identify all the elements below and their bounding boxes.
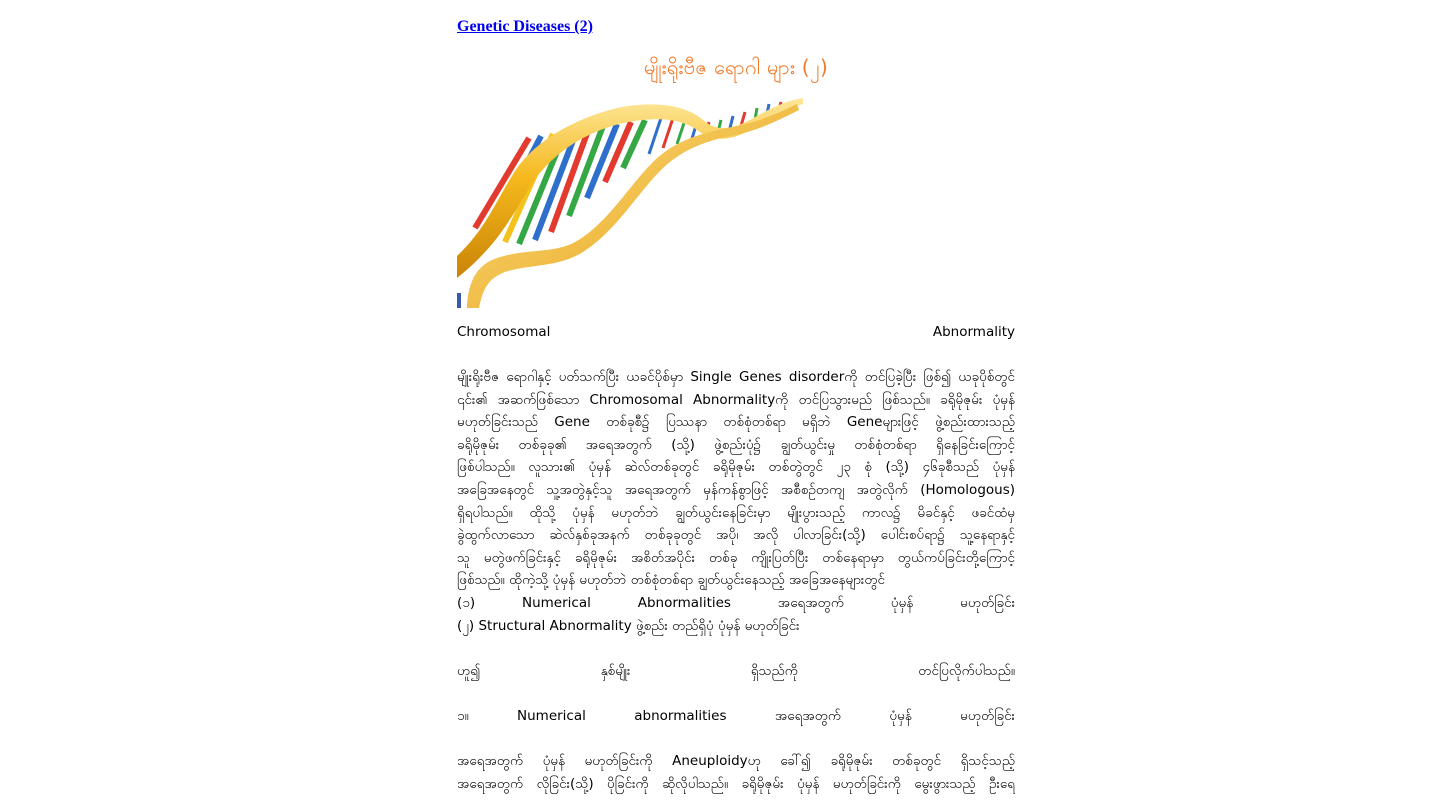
numerical-abnormalities-subheading: ၁။ Numerical abnormalities အရေအတွက် ပုံမှန် မဟုတ်ခြင်း <box>457 708 1015 724</box>
paragraph-line: သူ မတွဲဖက်ခြင်းနှင့် ခရိုမိုဇုမ်း အစိတ်အပိုင်း တစ်ခု ကျိုးပြတ်ပြီး တစ်နေရာမှာ တွယ်ကပ်ခြင်းတို့ကြောင့် <box>457 550 1015 566</box>
article-headline: မျိုးရိုးဗီဇ ရောဂါ များ (၂) <box>643 55 829 79</box>
paragraph-line: အရေအတွက် ပုံမှန် မဟုတ်ခြင်းကို Aneuploidyဟု ခေါ်၍ ခရိုမိုဇုမ်း တစ်ခုတွင် ရှိသင့်သည့် <box>457 753 1015 769</box>
paragraph-line: ဖြစ်ပါသည်။ လူသား၏ ပုံမှန် ဆဲလ်တစ်ခုတွင် ခရိုမိုဇုမ်း တစ်တွဲတွင် ၂၃ စုံ (သို့) ၄၆ခုစီသည် ပုံမှန် <box>457 459 1015 475</box>
section-heading <box>457 321 1015 344</box>
summary-line: ဟူ၍ နှစ်မျိုး ရှိသည်ကို တင်ပြလိုက်ပါသည်။ <box>457 663 1015 679</box>
paragraph-line: မျိုးရိုးဗီဇ ရောဂါနှင့် ပတ်သက်ပြီး ယခင်ပိုစ်မှာ Single Genes disorderကို တင်ပြခဲ့ပြီး ဖြစ်၍ ယခုပိုစ်တွင် <box>457 369 1015 385</box>
paragraph-line: ၎င်း၏ အဆက်ဖြစ်သော Chromosomal Abnormalityကို တင်ပြသွားမည် ဖြစ်သည်။ ခရိုမိုဇုမ်း ပုံမှန် <box>457 392 1015 408</box>
section-heading-right: Abnormality <box>932 324 1015 340</box>
paragraph-line: ဖြစ်သည်။ ထိုကဲ့သို့ ပုံမှန် မဟုတ်ဘဲ တစ်စုံတစ်ရာ ချွတ်ယွင်းနေသည့် အခြေအနေများတွင် <box>457 572 885 588</box>
paragraph-line: ခရိုမိုဇုမ်း တစ်ခုခု၏ အရေအတွက် (သို့) ဖွဲ့စည်းပုံ၌ ချွတ်ယွင်းမှု တစ်စုံတစ်ရာ ရှိနေခြင်းကြောင့် <box>457 437 1015 453</box>
paragraph-line: အခြေအနေတွင် သူ့အတွဲနှင့်သူ အရေအတွက် မှန်ကန်စွာဖြင့် အစီစဉ်တကျ အတွဲလိုက် (Homologous) <box>457 482 1015 498</box>
paragraph-line: ရှိရပါသည်။ ထိုသို့ ပုံမှန် မဟုတ်ဘဲ ချွတ်ယွင်းနေခြင်းမှာ မျိုးပွားသည့် ကာလ၌ မိခင်နှင့် ဖခင်ထံမှ <box>457 505 1015 521</box>
paragraph-line: အရေအတွက် လိုခြင်း(သို့) ပိုခြင်းကို ဆိုလိုပါသည်။ ခရိုမိုဇုမ်း ပုံမှန် မဟုတ်ခြင်းကို မွေးဖွားသည့် ဦးရေ <box>457 776 1015 792</box>
section-heading-left: Chromosomal <box>457 324 551 340</box>
paragraph-line: မဟုတ်ခြင်းသည် Gene တစ်ခုစီ၌ ပြဿနာ တစ်စုံတစ်ရာ မရှိဘဲ Geneများဖြင့် ဖွဲ့စည်းထားသည့် <box>457 414 1015 430</box>
article-title-link[interactable]: Genetic Diseases (2) <box>457 18 593 35</box>
paragraph-line: ခွဲထွက်လာသော ဆဲလ်နှစ်ခုအနက် တစ်ခုခုတွင် အပို၊ အလို ပါလာခြင်း(သို့) ပေါင်းစပ်ရာ၌ သူ့နေရာနှင့် <box>457 527 1015 543</box>
list-item-structural: (၂) Structural Abnormality ဖွဲ့စည်း တည်ရှိပုံ ပုံမှန် မဟုတ်ခြင်း <box>457 618 800 634</box>
list-item-numerical: (၁) Numerical Abnormalities အရေအတွက် ပုံမှန် မဟုတ်ခြင်း <box>457 595 1015 611</box>
dna-double-helix-icon <box>457 78 803 308</box>
